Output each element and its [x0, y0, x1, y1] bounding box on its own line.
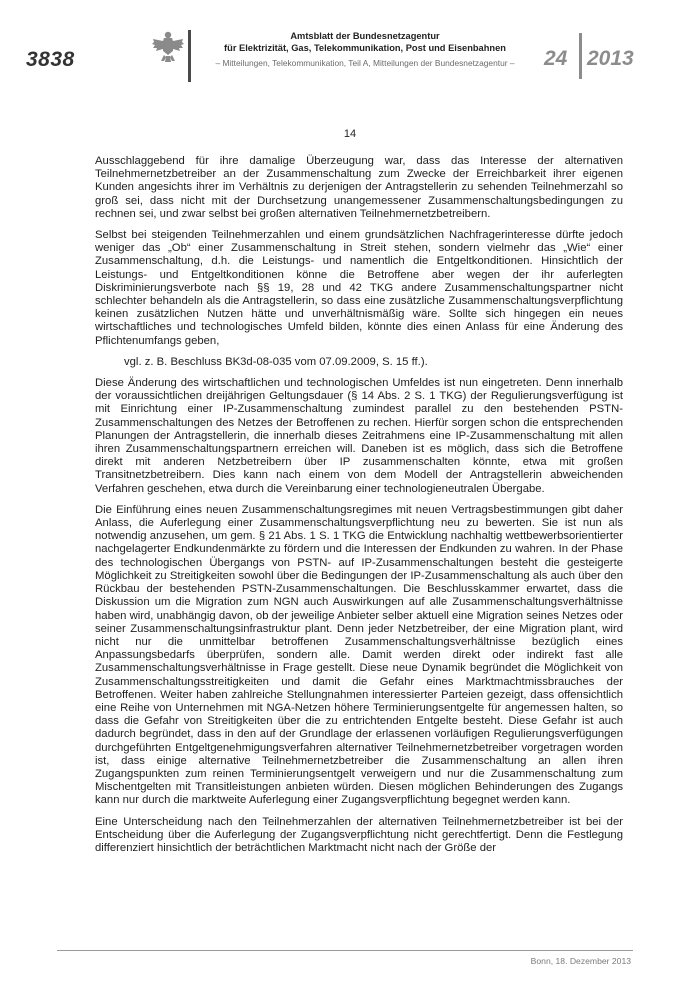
gazette-title-line-1: Amtsblatt der Bundesnetzagentur	[290, 31, 440, 41]
issue-number: 24	[544, 47, 568, 70]
citation: vgl. z. B. Beschluss BK3d-08-035 vom 07.09.2009, S. 15 ff.).	[124, 355, 428, 368]
document-body	[95, 155, 623, 863]
header-divider	[188, 30, 191, 82]
document-page-number: 14	[343, 128, 357, 140]
paragraph: Die Einführung eines neuen Zusammenschaltungsregimes mit neuen Vertragsbestimmungen gibt daher Anlass, die Auferlegung einer Zusammenschaltungsverpflichtung neu zu bewerten. Sie ist nun als notwendig anzusehen, um gem. § 21 Abs. 1 S. 1 TKG die Entwicklung nachhaltig wettbewerbsorientierter nachgelagerter Endkundenmärkte zu fördern und die Interessen der Endkunden zu wahren. In der Phase des technologischen Übergangs von PSTN- auf IP-Zusammenschaltungen besteht die gesteigerte Möglichkeit zu Streitigkeiten sowohl über die Bedingungen der IP-Zusammenschaltung als auch über den Rückbau der bestehenden PSTN-Zusammenschaltungen. Die Beschlusskammer erwartet, dass die Diskussion um die Migration zum NGN auch Auswirkungen auf alle Zusammenschaltungsverhältnisse haben wird, unabhängig davon, ob der jeweilige Anbieter selber aktuell eine Migration seines Netzes oder seiner Zusammenschaltungsinfrastruktur plant. Denn jeder Netzbetreiber, der eine Migration plant, wird nicht nur die unmittelbar betroffenen Zusammenschaltungsverhältnisse bezüglich eines Anpassungsbedarfs überprüfen, sondern alle. Damit werden direkt oder indirekt fast alle Zusammenschaltungsverhältnisse in Frage gestellt. Diese neue Dynamik begründet die Möglichkeit von Zusammenschaltungsstreitigkeiten und damit die Gefahr eines Marktmachtmissbrauches der Betroffenen. Weiter haben zahlreiche Stellungnahmen interessierter Parteien gezeigt, dass offensichtlich eine Reihe von Unternehmen mit NGA-Netzen höhere Terminierungsentgelte für angemessen halten, so dass die Gefahr von Streitigkeiten über die zu entrichtenden Entgelte besteht. Diese Gefahr ist auch dadurch begründet, dass in den auf der Grundlage der erlassenen vorläufigen Regulierungsverfügungen durchgeführten Entgeltgenehmigungsverfahren alternativer Teilnehmernetzbetreiber vorgetragen worden ist, dass einige alternative Teilnehmernetzbetreiber die Zusammenschaltung an allen ihren Zugangspunkten zum reinen Terminierungsentgelt verweigern und nur die Zusammenschaltung zum Mischentgelten mit Transitleistungen anbieten würden. Diesen möglichen Behinderungen des Zugangs kann nur durch die marktweite Auferlegung einer Zugangsverpflichtung begegnet werden kann.	[95, 503, 623, 807]
federal-eagle-icon	[151, 30, 185, 66]
paragraph: Selbst bei steigenden Teilnehmerzahlen und einem grundsätzlichen Nachfragerinteresse dürfte jedoch weniger das „Ob“ einer Zusammenschaltung in Streit stehen, sondern vielmehr das „Wie“ einer Zusammenschaltung, d.h. die Leistungs- und namentlich die Entgeltkonditionen. Hinsichtlich der Leistungs- und Entgeltkonditionen könne die Betroffene aber wegen der ihr auferlegten Diskriminierungsverbote nach §§ 19, 28 und 42 TKG andere Zusammenschaltungspartner nicht schlechter behandeln als die Antragstellerin, so dass eine zusätzliche Zusammenschaltungsverpflichtung keinen zusätzlichen Nutzen hätte und unverhältnismäßig wäre. Sollte sich hingegen ein neues wirtschaftliches und technologisches Umfeld bilden, könnte dies einen Anlass für eine Änderung des Pflichtenumfangs geben,	[95, 229, 623, 347]
paragraph: Eine Unterscheidung nach den Teilnehmerzahlen der alternativen Teilnehmernetzbetreiber ist bei der Entscheidung über die Auferlegung der Zugangsverpflichtung nicht gerechtfertigt. Denn die Festlegung differenziert hinsichtlich der beträchtlichen Marktmacht nicht nach der Größe der	[95, 815, 623, 854]
footer-divider	[57, 950, 633, 951]
paragraph: Diese Änderung des wirtschaftlichen und technologischen Umfeldes ist nun eingetreten. Denn innerhalb der voraussichtlichen dreijährigen Geltungsdauer (§ 14 Abs. 2 S. 1 TKG) der Regulierungsverfügung ist mit Einrichtung einer IP-Zusammenschaltung zumindest parallel zu den bestehenden PSTN-Zusammenschaltungen des Netzes der Betroffenen zu rechen. Hierfür sorgen schon die entsprechenden Planungen der Antragstellerin, die innerhalb dieses Zeitrahmens eine IP-Zusammenschaltung mit allen ihren Zusammenschaltungspartnern erreichen will. Daneben ist es möglich, dass sich die Betroffene direkt mit anderen Netzbetreibern über IP zusammenschalten könnte, etwa mit großen Transitnetzbetreibern. Dies kann nach einem von dem Modell der Antragstellerin abweichenden Verfahren geschehen, etwa durch die Vereinbarung einer technologieneutralen Übergabe.	[95, 377, 623, 495]
gazette-title-line-2: für Elektrizität, Gas, Telekommunikation, Post und Eisenbahnen	[224, 42, 506, 53]
paragraph: Ausschlaggebend für ihre damalige Überzeugung war, dass das Interesse der alternativen Teilnehmernetzbetreiber an der Zusammenschaltung zum Zwecke der Erreichbarkeit ihrer eigenen Kunden angesichts ihrer im Verhältnis zu derjenigen der Antragstellerin zu sehenden Teilnehmerzahl so groß sei, dass nicht mit der Durchsetzung unangemessener Zusammenschaltungsbedingungen zu rechnen sei, und zwar selbst bei großen alternativen Teilnehmernetzbetreibern.	[95, 155, 623, 220]
issue-year: 2013	[587, 47, 634, 70]
footer-place-date: Bonn, 18. Dezember 2013	[530, 956, 631, 966]
gazette-subtitle: – Mitteilungen, Telekommunikation, Teil A, Mitteilungen der Bundesnetzagentur –	[215, 58, 515, 68]
gazette-title	[196, 31, 534, 54]
gazette-page-number: 3838	[26, 48, 75, 71]
issue-divider	[579, 33, 582, 79]
